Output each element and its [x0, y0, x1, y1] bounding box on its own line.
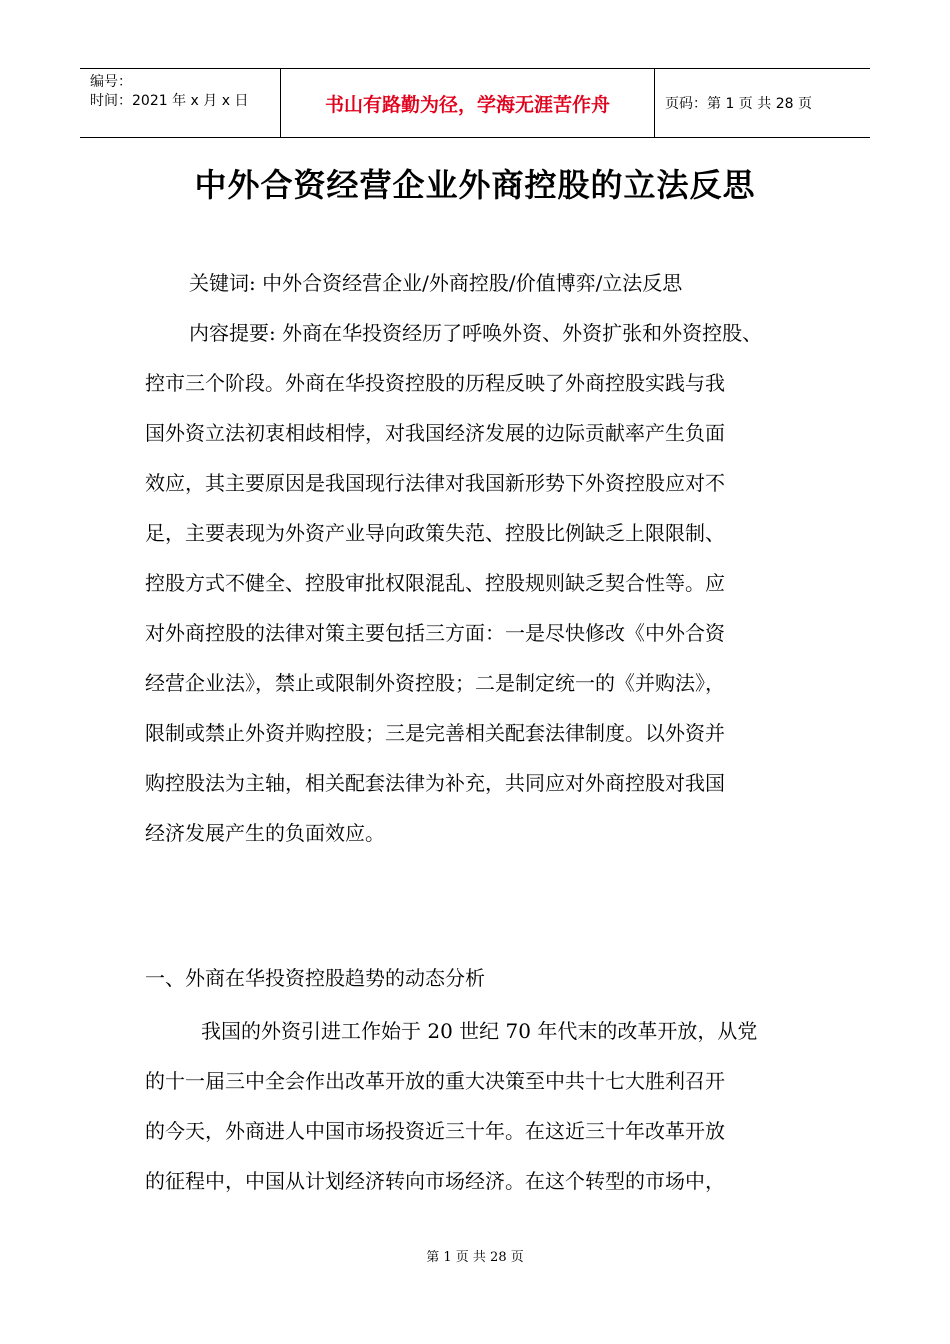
text-line: 的今天，外商进人中国市场投资近三十年。在这近三十年改革开放 [145, 1119, 725, 1143]
keywords-text: 关键词: 中外合资经营企业/外商控股/价值博弈/立法反思 [189, 271, 683, 295]
text-line: 限制或禁止外资并购控股；三是完善相关配套法律制度。以外资并 [145, 721, 725, 745]
header-motto: 书山有路勤为径，学海无涯苦作舟 [324, 93, 610, 116]
text-line: 内容提要: 外商在华投资经历了呼唤外资、外资扩张和外资控股、 [189, 321, 763, 345]
text-line: 对外商控股的法律对策主要包括三方面：一是尽快修改《中外合资 [145, 621, 725, 645]
text-line: 控市三个阶段。外商在华投资控股的历程反映了外商控股实践与我 [145, 371, 725, 395]
section-heading: 一、外商在华投资控股趋势的动态分析 [145, 966, 485, 990]
header-page-info: 页码：第 1 页 共 28 页 [665, 96, 812, 112]
text-line: 的征程中，中国从计划经济转向市场经济。在这个转型的市场中， [145, 1169, 725, 1193]
doc-time-label: 时间：2021 年 x 月 x 日 [90, 93, 249, 109]
text-line: 国外资立法初衷相歧相悖，对我国经济发展的边际贡献率产生负面 [145, 421, 725, 445]
doc-number-label: 编号： [90, 74, 132, 90]
page-footer: 第 1 页 共 28 页 [426, 1250, 524, 1265]
keywords-paragraph [145, 258, 825, 308]
header-meta [80, 69, 281, 137]
document-header [80, 68, 870, 138]
abstract-paragraph [145, 308, 825, 858]
text-line: 控股方式不健全、控股审批权限混乱、控股规则缺乏契合性等。应 [145, 571, 725, 595]
header-page-cell [655, 69, 870, 137]
text-line: 购控股法为主轴，相关配套法律为补充，共同应对外商控股对我国 [145, 771, 725, 795]
text-line: 的十一届三中全会作出改革开放的重大决策至中共十七大胜利召开 [145, 1069, 725, 1093]
text-line: 我国的外资引进工作始于 20 世纪 70 年代末的改革开放，从党 [201, 1019, 758, 1043]
document-title: 中外合资经营企业外商控股的立法反思 [194, 166, 756, 204]
text-line: 经营企业法》，禁止或限制外资控股；二是制定统一的《并购法》， [145, 671, 725, 695]
text-line: 经济发展产生的负面效应。 [145, 821, 385, 845]
header-motto-cell [281, 69, 655, 137]
text-line: 足，主要表现为外资产业导向政策失范、控股比例缺乏上限限制、 [145, 521, 725, 545]
section-paragraph [145, 1006, 825, 1206]
text-line: 效应，其主要原因是我国现行法律对我国新形势下外资控股应对不 [145, 471, 725, 495]
